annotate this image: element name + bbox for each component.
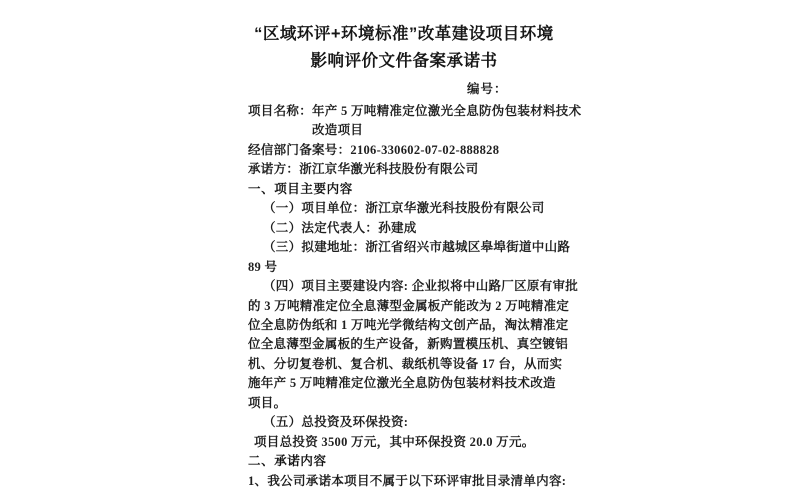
line-item-4-construction-6: 施年产 5 万吨精准定位激光全息防伪包装材料技术改造 [248, 376, 556, 391]
document-title-line-1: “区域环评+环境标准”改革建设项目环境 [254, 25, 554, 43]
line-item-4-construction-2: 的 3 万吨精准定位全息薄型金属板产能改为 2 万吨精准定 [248, 298, 570, 313]
line-item-4-construction-4: 位全息薄型金属板的生产设备，新购置模压机、真空镀铝 [248, 337, 569, 352]
line-item-4-construction-1: （四）项目主要建设内容: 企业拟将中山路厂区原有审批 [263, 279, 579, 294]
heading-section-1: 一、项目主要内容 [248, 181, 353, 196]
line-item-3-address-1: （三）拟建地址：浙江省绍兴市越城区皋埠街道中山路 [263, 240, 571, 255]
line-item-1-project-unit: （一）项目单位：浙江京华激光科技股份有限公司 [263, 201, 545, 216]
line-item-5-investment-label: （五）总投资及环保投资: [263, 415, 409, 430]
line-item-4-construction-7: 项目。 [248, 395, 287, 410]
line-commitment-item-1: 1、我公司承诺本项目不属于以下环评审批目录清单内容: [248, 473, 567, 488]
line-item-4-construction-5: 机、分切复卷机、复合机、裁纸机等设备 17 台，从而实 [248, 356, 563, 371]
serial-number-label: 编号： [467, 82, 508, 96]
document-title [240, 21, 568, 75]
heading-section-2: 二、承诺内容 [248, 454, 327, 469]
line-filing-number: 经信部门备案号：2106-330602-07-02-888828 [248, 142, 500, 157]
document-title-line-2: 影响评价文件备案承诺书 [310, 52, 498, 70]
line-item-3-address-2: 89 号 [248, 259, 278, 274]
line-project-name-2: 改造项目 [312, 123, 364, 138]
line-item-4-construction-3: 位全息防伪纸和 1 万吨光学微结构文创产品，淘汰精准定 [248, 317, 569, 332]
document-body [248, 102, 582, 490]
line-item-2-legal-rep: （二）法定代表人：孙建成 [263, 220, 417, 235]
line-project-name-1: 项目名称：年产 5 万吨精准定位激光全息防伪包装材料技术 [248, 104, 582, 118]
line-investment-amount: 项目总投资 3500 万元，其中环保投资 20.0 万元。 [254, 434, 535, 449]
line-promisor: 承诺方：浙江京华激光科技股份有限公司 [248, 162, 479, 177]
